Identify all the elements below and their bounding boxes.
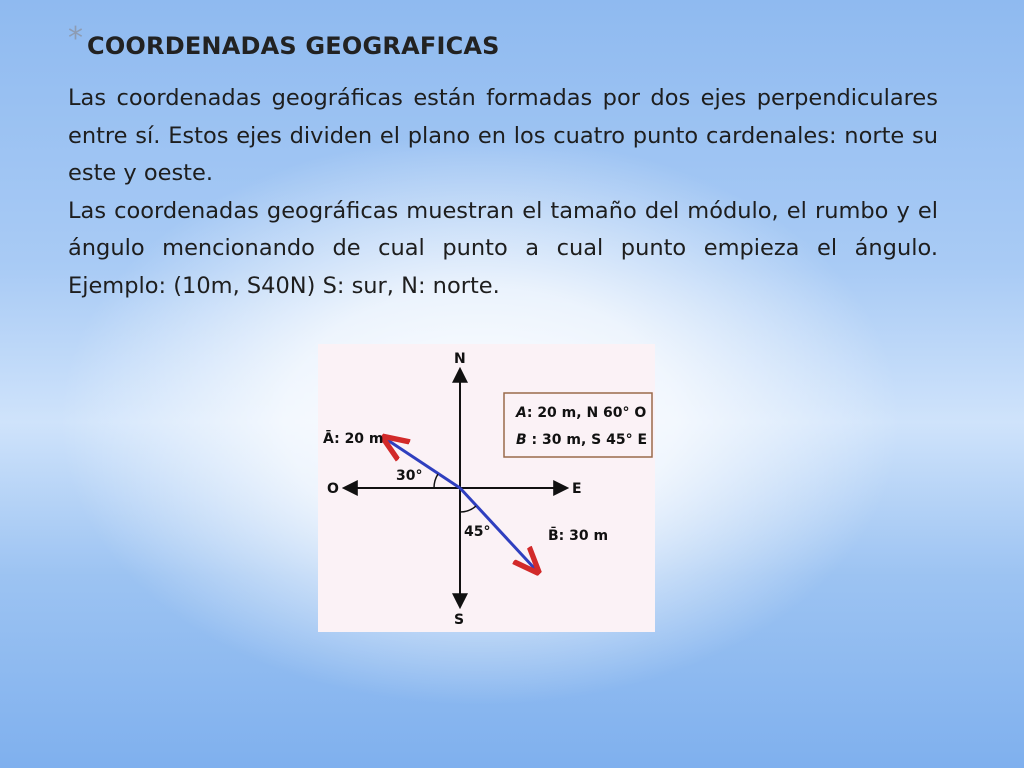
legend-b-symbol: B (516, 432, 527, 448)
angle-arc-b (460, 506, 476, 512)
legend-b (516, 432, 647, 448)
title-row (68, 21, 500, 60)
label-west: O (327, 481, 339, 497)
coordinate-diagram (318, 344, 655, 632)
vector-b-label: B̄: 30 m (548, 528, 609, 544)
angle-arc-a (434, 474, 438, 488)
legend-a (515, 405, 646, 421)
diagram-svg (318, 344, 655, 632)
slide-title: COORDENADAS GEOGRAFICAS (87, 32, 500, 60)
label-east: E (572, 481, 582, 497)
paragraph-line-1: Las coordenadas geográficas están formadas por dos ejes perpendiculares entre sí. Estos ejes dividen el plano en los cuatro punto cardenales: norte su este y oeste. (68, 85, 938, 186)
label-north: N (454, 351, 466, 367)
vector-a-label: Ā: 20 m (323, 431, 384, 447)
legend-a-text: : 20 m, N 60° O (526, 405, 647, 421)
angle-a-label: 30° (396, 468, 423, 484)
body-paragraph (68, 80, 938, 305)
label-south: S (454, 612, 465, 628)
title-bullet: * (68, 21, 83, 56)
paragraph-line-2: Las coordenadas geográficas muestran el tamaño del módulo, el rumbo y el ángulo mencionando de cual punto a cual punto empieza el ángulo. Ejemplo: (10m, S40N) S: sur, N: norte. (68, 197, 938, 299)
angle-b-label: 45° (464, 524, 491, 540)
legend-b-text: : 30 m, S 45° E (526, 432, 648, 448)
legend-a-symbol: A (516, 405, 527, 421)
